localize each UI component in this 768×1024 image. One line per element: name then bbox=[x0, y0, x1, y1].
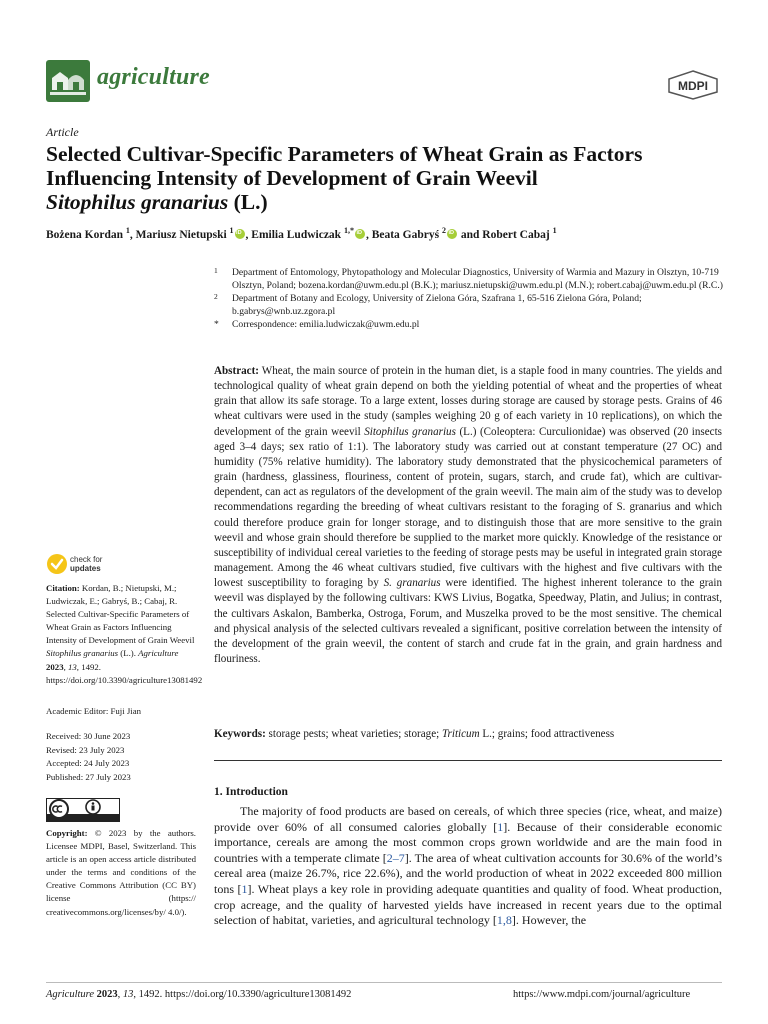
correspondence-text: Correspondence: emilia.ludwiczak@uwm.edu.pl bbox=[232, 319, 420, 330]
citation-year: 2023 bbox=[46, 661, 64, 672]
affiliation-number: 2 bbox=[214, 292, 218, 301]
keywords-label: Keywords: bbox=[214, 728, 266, 740]
check-line: updates bbox=[70, 564, 101, 573]
title-line: Selected Cultivar-Specific Parameters of Wheat Grain as Factors bbox=[46, 142, 643, 166]
check-line: check for bbox=[70, 555, 103, 564]
intro-paragraph bbox=[214, 804, 722, 929]
title-line: Influencing Intensity of Development of Grain Weevil bbox=[46, 166, 538, 190]
author-affiliation-mark: 1 bbox=[125, 226, 130, 235]
abstract-label: Abstract: bbox=[214, 365, 259, 377]
author-affiliation-mark: 1 bbox=[229, 226, 234, 235]
author-separator: , bbox=[245, 228, 252, 241]
footer-citation bbox=[46, 989, 351, 1000]
author-separator: , bbox=[365, 228, 372, 241]
author-affiliation-mark: 1 bbox=[552, 226, 557, 235]
article-title bbox=[46, 142, 736, 214]
intro-text: ]. Because of their considerable economic importance, cereals are among the most common crops grown worldwide and are the main food in countries with a temperate climate [ bbox=[214, 819, 722, 865]
citation-link[interactable]: 1 bbox=[241, 881, 248, 896]
correspondence-mark: * bbox=[214, 319, 219, 330]
section-divider bbox=[214, 760, 722, 761]
footer-doi[interactable]: , 1492. https://doi.org/10.3390/agriculture13081492 bbox=[133, 989, 352, 1000]
copyright-text: © 2023 by the authors. Licensee MDPI, Basel, Switzerland. This article is an open access article distributed under the terms and conditions of the Creative Commons Attribution (CC BY) license (https:// creativecommons.org/licenses/by/ 4.0/). bbox=[46, 828, 196, 917]
citation-text: (L.). bbox=[118, 648, 139, 659]
citation-link[interactable]: 2–7 bbox=[386, 850, 405, 865]
keywords bbox=[214, 727, 722, 742]
intro-text: ]. The area of wheat cultivation accounts for 30.6% of the world’s cereal area (maize 26.7%, rice 22.6%), and the world production of wheat in 2022 exceeded 800 million tons [ bbox=[214, 850, 722, 896]
copyright-label: Copyright: bbox=[46, 828, 88, 838]
copyright-notice bbox=[46, 827, 196, 919]
citation-journal: Agriculture bbox=[138, 648, 179, 659]
date-received: Received: 30 June 2023 bbox=[46, 731, 131, 741]
footer-journal-url[interactable]: https://www.mdpi.com/journal/agriculture bbox=[513, 989, 691, 1000]
author-separator: , bbox=[129, 228, 136, 241]
author-affiliation-mark: 1,* bbox=[343, 226, 354, 235]
keywords-genus: Triticum bbox=[441, 728, 480, 740]
abstract-text: Wheat, the main source of protein in the human diet, is a staple food in many countries. The yields and technological quality of wheat grain depend on both the yielding potential of wheat and the properties of wheat grain that allow its safe storage. To a large extent, losses during storage are caused by storage pests. Grains of 46 wheat cultivars were used in the study (samples weighing 20 g of each variety in 10 replications), on which the development of the grain weevil bbox=[214, 365, 722, 438]
abstract bbox=[214, 364, 722, 667]
citation-block bbox=[46, 582, 203, 687]
academic-editor: Academic Editor: Fuji Jian bbox=[46, 706, 142, 716]
affiliations bbox=[214, 267, 724, 333]
affiliation-2 bbox=[214, 293, 724, 318]
keywords-text: L.; grains; food attractiveness bbox=[479, 728, 615, 740]
cc-by-license-icon[interactable] bbox=[46, 798, 120, 822]
affiliation-1 bbox=[214, 267, 724, 292]
publication-dates bbox=[46, 730, 196, 784]
footer-journal: Agriculture bbox=[46, 989, 95, 1000]
journal-logo-icon bbox=[46, 60, 90, 102]
citation-volume: 13 bbox=[68, 661, 77, 672]
abstract-text: (L.) (Coleoptera: Curculionidae) was observed (20 insects aged 3–4 days; sex ratio of 1:1). The laboratory study was carried out at constant temperature (27 OC) and humidity (75% relative humidity). The laboratory study demonstrated that the physicochemical parameters of grain (hardness, glassiness, flouriness, content of protein, sugars, starch, and crude fat), which are cultivar-dependent, can act as regulators of the development of the grain weevil. The main aim of the study was to develop recommendations regarding the breeding of wheat cultivars resistant to the foraging of S. granarius and which could therefore produce grain for longer storage, and to distinguish those that are more sensitive to the grain weevil and whose grain should therefore be supplied to the market more quickly. Knowledge of the resistance or susceptibility of individual cereal varieties to the feeding of storage pests may be useful in integrated grain storage management. Among the 46 wheat cultivars studied, five cultivars with the highest and five cultivars with the lowest susceptibility to foraging by bbox=[214, 425, 722, 590]
author-affiliation-mark: 2 bbox=[441, 226, 446, 235]
author-list bbox=[46, 226, 736, 241]
title-line bbox=[46, 190, 736, 214]
citation-text: Kordan, B.; Nietupski, M.; Ludwiczak, E.; Gabryś, B.; Cabaj, R. Selected Cultivar-Specific Parameters of Wheat Grain as Factors Influencing Intensity of Development of Grain Weevil bbox=[46, 583, 195, 646]
footer-volume: 13 bbox=[122, 989, 134, 1000]
intro-text: ]. However, the bbox=[511, 913, 587, 928]
citation-link[interactable]: 1 bbox=[497, 819, 504, 834]
citation-label: Citation: bbox=[46, 583, 80, 593]
citation-species: Sitophilus granarius bbox=[46, 648, 119, 659]
correspondence bbox=[214, 319, 724, 332]
affiliation-number: 1 bbox=[214, 266, 218, 275]
publisher-name: MDPI bbox=[678, 79, 708, 93]
footer-year: 2023 bbox=[96, 989, 118, 1000]
date-revised: Revised: 23 July 2023 bbox=[46, 744, 125, 755]
author-name[interactable]: Robert Cabaj bbox=[482, 228, 550, 241]
orcid-icon[interactable] bbox=[235, 229, 245, 239]
footer-divider bbox=[46, 982, 722, 983]
article-type: Article bbox=[46, 125, 79, 139]
journal-name: agriculture bbox=[97, 64, 210, 90]
check-for-updates-label[interactable] bbox=[70, 555, 102, 573]
check-for-updates-icon[interactable] bbox=[46, 553, 68, 575]
section-heading: 1. Introduction bbox=[214, 786, 288, 798]
author-name[interactable]: Beata Gabryś bbox=[371, 228, 440, 241]
intro-text: The majority of food products are based on cereals, of which three species (rice, wheat, and maize) provide over 60% of all consumed calories globally [ bbox=[214, 804, 722, 834]
citation-link[interactable]: 1,8 bbox=[496, 913, 512, 928]
intro-text: ]. Wheat plays a key role in providing adequate quantities and quality of food. Wheat production, crop acreage, and the quality of harvested yields have increased in recent years due to the optimal selection of habitat, varieties, and agricultural technology [ bbox=[214, 881, 722, 928]
orcid-icon[interactable] bbox=[447, 229, 457, 239]
author-separator: and bbox=[457, 228, 483, 241]
citation-doi[interactable]: , 1492. https://doi.org/10.3390/agriculture13081492 bbox=[46, 661, 203, 685]
keywords-text: storage pests; wheat varieties; storage; bbox=[265, 728, 442, 740]
mdpi-logo-icon[interactable] bbox=[667, 70, 719, 100]
author-name[interactable]: Bożena Kordan bbox=[46, 228, 123, 241]
citation-text: , bbox=[63, 661, 68, 672]
affiliation-text: Department of Entomology, Phytopathology and Molecular Diagnostics, University of Warmia and Mazury in Olsztyn, 10-719 Olsztyn, Poland; bozena.kordan@uwm.edu.pl (B.K.); mariusz.nietupski@uwm.edu.pl (M.N.); robert.cabaj@uwm.edu.pl (R.C.) bbox=[232, 267, 723, 291]
title-species: Sitophilus granarius bbox=[46, 190, 229, 214]
date-accepted: Accepted: 24 July 2023 bbox=[46, 758, 130, 769]
footer-sep: , bbox=[117, 989, 123, 1000]
author-name[interactable]: Emilia Ludwiczak bbox=[251, 228, 342, 241]
date-published: Published: 27 July 2023 bbox=[46, 771, 131, 782]
abstract-species: Sitophilus granarius bbox=[364, 425, 456, 438]
title-suffix: (L.) bbox=[228, 190, 268, 214]
abstract-species: S. granarius bbox=[383, 577, 441, 590]
affiliation-text: Department of Botany and Ecology, University of Zielona Góra, Szafrana 1, 65-516 Zielona Góra, Poland; b.gabrys@wnb.uz.zgora.pl bbox=[232, 293, 642, 317]
orcid-icon[interactable] bbox=[355, 229, 365, 239]
abstract-text: were identified. The highest inherent tolerance to the grain weevil was displayed by the following cultivars: KWS Livius, Bogatka, Speedway, Platin, and Julius; in contrast, the cultivars Askalon, Bamberka, Ostroga, Forum, and Muszelka proved to be the most sensitive. The chemical and physical analysis of the selected cultivars revealed a significant, positive correlation between the intensity of the development of the grain weevil, the content of starch and crude fat in the grain, and grain hardness and flouriness. bbox=[214, 577, 722, 665]
author-name[interactable]: Mariusz Nietupski bbox=[135, 228, 227, 241]
